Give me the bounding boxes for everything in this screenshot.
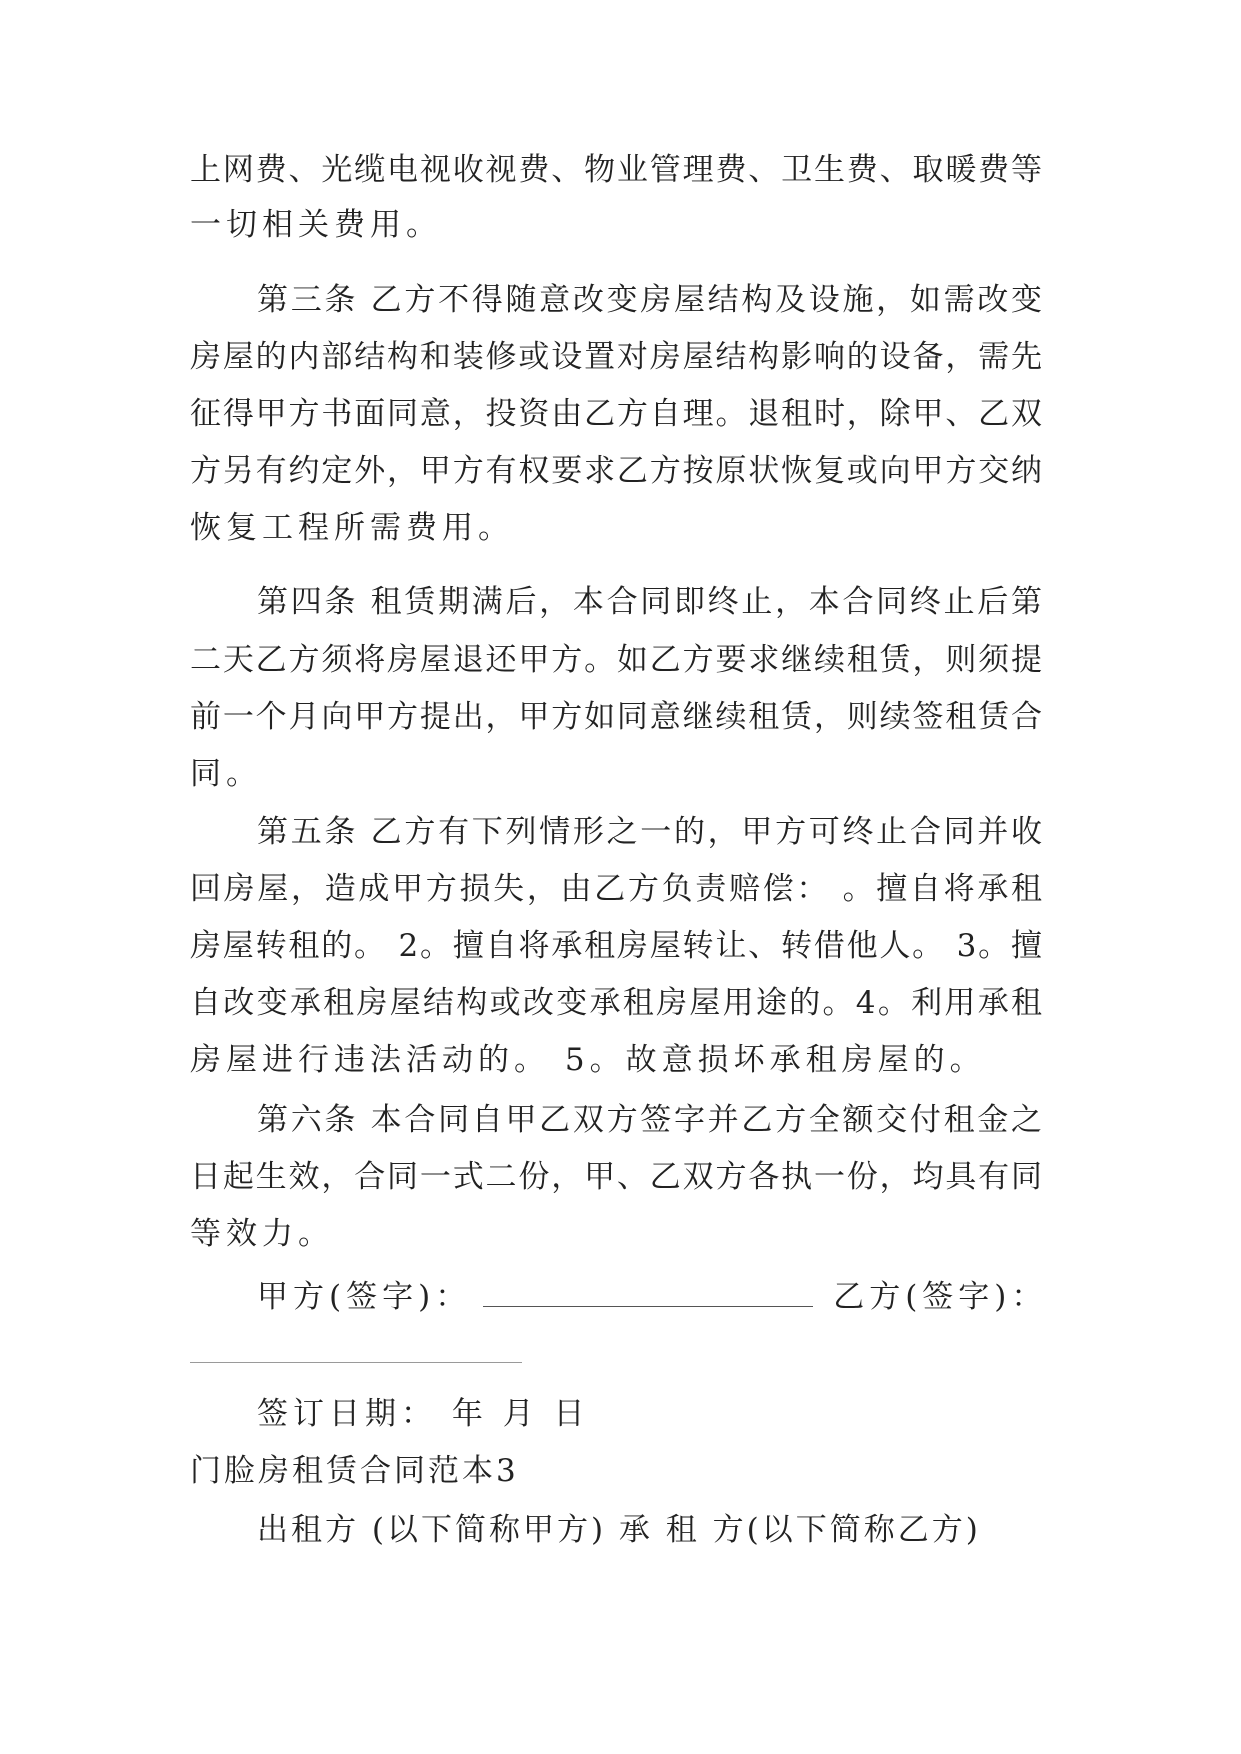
article-6-heading-line: 第六条 本合同自甲乙双方签字并乙方全额交付租金之 [257,1102,1042,1138]
text-line: 征得甲方书面同意，投资由乙方自理。退租时，除甲、乙双 [190,396,1042,432]
parties-line: 出租方 (以下简称甲方) 承 租 方(以下简称乙方) [257,1512,981,1548]
signature-row [257,1277,1047,1317]
sign-date: 签订日期： 年 月 日 [257,1396,590,1432]
text-line: 回房屋，造成甲方损失，由乙方负责赔偿： 。擅自将承租 [190,871,1042,907]
text-line: 恢复工程所需费用。 [190,510,514,546]
text-line: 自改变承租房屋结构或改变承租房屋用途的。4。利用承租 [190,985,1042,1021]
text-line: 上网费、光缆电视收视费、物业管理费、卫生费、取暖费等 [190,152,1042,188]
party-b-signature-label: 乙方(签字)： [833,1279,1048,1315]
text-line: 方另有约定外，甲方有权要求乙方按原状恢复或向甲方交纳 [190,453,1042,489]
party-a-signature-label: 甲方(签字)： [257,1279,472,1315]
article-4-heading-line: 第四条 租赁期满后，本合同即终止，本合同终止后第 [257,584,1042,620]
text-line: 房屋的内部结构和装修或设置对房屋结构影响的设备，需先 [190,339,1042,375]
section-title: 门脸房租赁合同范本3 [190,1453,519,1489]
text-line: 前一个月向甲方提出，甲方如同意继续租赁，则续签租赁合 [190,699,1042,735]
text-line: 等效力。 [190,1216,334,1252]
text-line: 房屋转租的。 2。擅自将承租房屋转让、转借他人。 3。擅 [190,928,1042,964]
text-line: 日起生效，合同一式二份，甲、乙双方各执一份，均具有同 [190,1159,1042,1195]
article-3-heading-line: 第三条 乙方不得随意改变房屋结构及设施，如需改变 [257,282,1042,318]
text-line: 二天乙方须将房屋退还甲方。如乙方要求继续租赁，则须提 [190,642,1042,678]
party-b-signature-blank [190,1362,522,1363]
text-line: 同。 [190,756,262,792]
text-line: 一切相关费用。 [190,207,442,243]
party-a-signature-blank [483,1302,813,1307]
article-5-heading-line: 第五条 乙方有下列情形之一的，甲方可终止合同并收 [257,814,1042,850]
text-line: 房屋进行违法活动的。 5。故意损坏承租房屋的。 [190,1042,986,1078]
